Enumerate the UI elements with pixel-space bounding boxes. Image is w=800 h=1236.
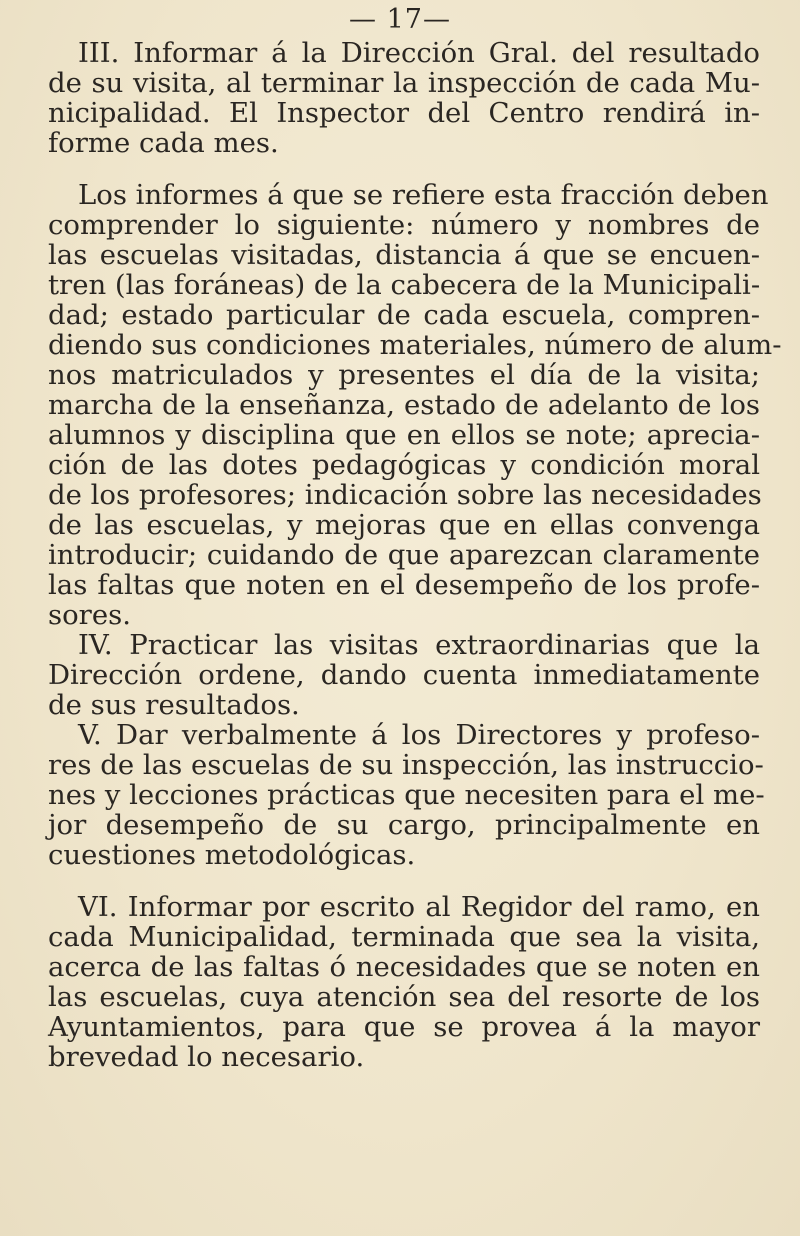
text-line: de los profesores; indicación sobre las necesidades xyxy=(48,479,762,511)
text-line: diendo sus condiciones materiales, número de alum- xyxy=(48,329,782,361)
page-number: — 17— xyxy=(349,4,451,35)
text-line: nos matriculados y presentes el día de la visita; xyxy=(48,359,760,391)
text-line: las escuelas visitadas, distancia á que se encuen- xyxy=(48,239,760,271)
paragraph-iv xyxy=(48,630,760,720)
text-line: forme cada mes. xyxy=(48,127,279,159)
text-line: de sus resultados. xyxy=(48,689,300,721)
text-line: nes y lecciones prácticas que necesiten para el me- xyxy=(48,779,765,811)
paragraph-vi xyxy=(48,892,760,1072)
text-line: ción de las dotes pedagógicas y condición moral xyxy=(48,449,760,481)
text-line: comprender lo siguiente: número y nombres de xyxy=(48,209,760,241)
body-text xyxy=(48,37,782,1073)
text-line: cada Municipalidad, terminada que sea la visita, xyxy=(48,921,760,953)
text-line: introducir; cuidando de que aparezcan claramente xyxy=(48,539,760,571)
text-line: alumnos y disciplina que en ellos se note; aprecia- xyxy=(48,419,760,451)
text-line: marcha de la enseñanza, estado de adelanto de los xyxy=(48,389,760,421)
text-line: Ayuntamientos, para que se provea á la mayor xyxy=(48,1011,760,1043)
text-line: acerca de las faltas ó necesidades que se noten en xyxy=(48,951,760,983)
text-line: res de las escuelas de su inspección, las instruccio- xyxy=(48,749,764,781)
text-line: Dirección ordene, dando cuenta inmediatamente xyxy=(48,659,760,691)
paragraph-informes xyxy=(48,179,782,631)
text-line: de las escuelas, y mejoras que en ellas convenga xyxy=(48,509,760,541)
paragraph-iii xyxy=(48,38,760,158)
text-line: Los informes á que se refiere esta fracción deben xyxy=(78,179,769,211)
text-line: III. Informar á la Dirección Gral. del resultado xyxy=(78,37,760,69)
paragraph-gap xyxy=(48,158,760,180)
text-line: de su visita, al terminar la inspección de cada Mu- xyxy=(48,67,760,99)
text-line: nicipalidad. El Inspector del Centro rendirá in- xyxy=(48,97,760,129)
text-line: IV. Practicar las visitas extraordinarias que la xyxy=(78,629,760,661)
text-line: las escuelas, cuya atención sea del resorte de los xyxy=(48,981,760,1013)
text-line: jor desempeño de su cargo, principalmente en xyxy=(48,809,760,841)
text-line: tren (las foráneas) de la cabecera de la Municipali- xyxy=(48,269,761,301)
text-line: VI. Informar por escrito al Regidor del ramo, en xyxy=(78,891,760,923)
text-line: las faltas que noten en el desempeño de los profe- xyxy=(48,569,760,601)
text-line: dad; estado particular de cada escuela, compren- xyxy=(48,299,760,331)
text-line: sores. xyxy=(48,599,131,631)
paragraph-v xyxy=(48,719,765,871)
text-line: cuestiones metodológicas. xyxy=(48,839,416,871)
text-line: brevedad lo necesario. xyxy=(48,1041,365,1073)
paragraph-gap xyxy=(48,870,760,892)
text-line: V. Dar verbalmente á los Directores y profeso- xyxy=(78,719,760,751)
